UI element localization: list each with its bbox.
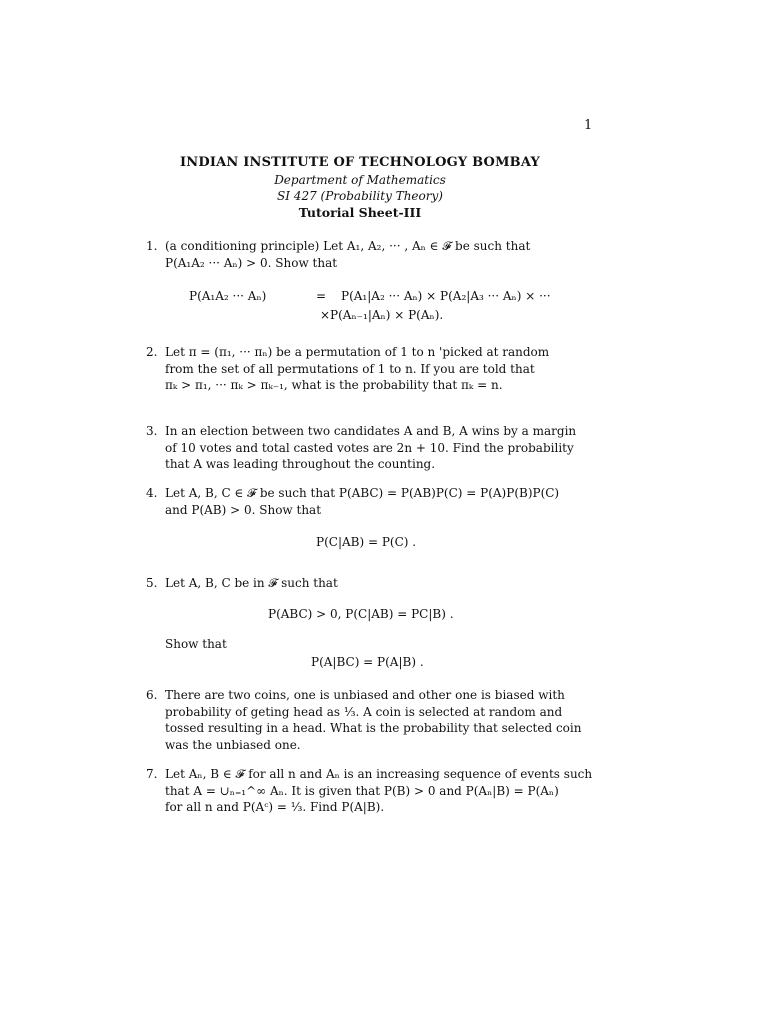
equation-line-2 — [320, 306, 443, 324]
institute-name: INDIAN INSTITUTE OF TECHNOLOGY BOMBAY — [180, 155, 540, 170]
problem-text-line: Let A, B, C be in 𝓕 such that — [165, 576, 338, 590]
problem-7 — [146, 766, 596, 816]
problem-number: 4. — [146, 486, 158, 500]
problem-text-line: (a conditioning principle) Let A₁, A₂, ··· , Aₙ ∈ 𝓕 be such that — [165, 239, 531, 253]
problem-text-line: P(A₁A₂ ··· Aₙ) > 0. Show that — [165, 255, 338, 270]
problem-text-line: from the set of all permutations of 1 to n. If you are told that — [165, 361, 535, 376]
display-equation: P(A|BC) = P(A|B) . — [311, 655, 424, 669]
problem-text-line: that A = ∪ₙ₌₁^∞ Aₙ. It is given that P(B) > 0 and P(Aₙ|B) = P(Aₙ) — [165, 783, 559, 798]
problem-3 — [146, 423, 596, 473]
document-header — [140, 154, 580, 221]
problem-text-line: There are two coins, one is unbiased and other one is biased with — [165, 688, 565, 702]
equation-lhs: P(A₁A₂ ··· Aₙ) — [189, 289, 267, 303]
problem-text-line: Let Aₙ, B ∈ 𝓕 for all n and Aₙ is an increasing sequence of events such — [165, 767, 593, 781]
problem-text-line: and P(AB) > 0. Show that — [165, 502, 322, 517]
problem-text-line: was the unbiased one. — [165, 737, 301, 752]
problem-number: 5. — [146, 576, 158, 590]
equation-line-1 — [189, 287, 551, 305]
problem-number: 1. — [146, 239, 158, 253]
equation-rhs-continued: ×P(Aₙ₋₁|Aₙ) × P(Aₙ). — [320, 308, 444, 322]
problem-number: 6. — [146, 688, 158, 702]
display-equation: P(ABC) > 0, P(C|AB) = PC|B) . — [268, 607, 454, 621]
problem-text-line: tossed resulting in a head. What is the probability that selected coin — [165, 721, 582, 735]
problem-text-line: Let π = (π₁, ··· πₙ) be a permutation of 1 to n 'picked at random — [165, 345, 550, 359]
equation-equals: = — [315, 289, 327, 303]
sheet-title: Tutorial Sheet-III — [298, 205, 422, 220]
problem-text-line: Let A, B, C ∈ 𝓕 be such that P(ABC) = P(AB)P(C) = P(A)P(B)P(C) — [165, 486, 560, 500]
problem-text-line: of 10 votes and total casted votes are 2n + 10. Find the probability — [165, 440, 574, 455]
course-title: SI 427 (Probability Theory) — [277, 189, 443, 203]
problem-number: 3. — [146, 424, 158, 438]
problem-number: 7. — [146, 767, 158, 781]
department-name: Department of Mathematics — [274, 173, 446, 187]
problem-6 — [146, 687, 596, 753]
problem-5 — [146, 575, 596, 592]
equation-rhs: P(A₁|A₂ ··· Aₙ) × P(A₂|A₃ ··· Aₙ) × ··· — [341, 289, 551, 303]
problem-text-line: Show that — [165, 637, 227, 651]
display-equation: P(C|AB) = P(C) . — [316, 535, 417, 549]
page-number: 1 — [584, 118, 593, 133]
problem-text-line: that A was leading throughout the counting. — [165, 457, 436, 471]
problem-number: 2. — [146, 345, 158, 359]
problem-text-line: for all n and P(Aᶜ) = ⅓. Find P(A|B). — [165, 800, 385, 814]
problem-1 — [146, 238, 596, 271]
problem-text-line: probability of geting head as ⅓. A coin is selected at random and — [165, 704, 563, 719]
problem-text-line: In an election between two candidates A and B, A wins by a margin — [165, 424, 577, 438]
problem-2 — [146, 344, 596, 394]
problem-4 — [146, 485, 596, 518]
problem-text-line: πₖ > π₁, ··· πₖ > πₖ₋₁, what is the probability that πₖ = n. — [165, 378, 503, 392]
